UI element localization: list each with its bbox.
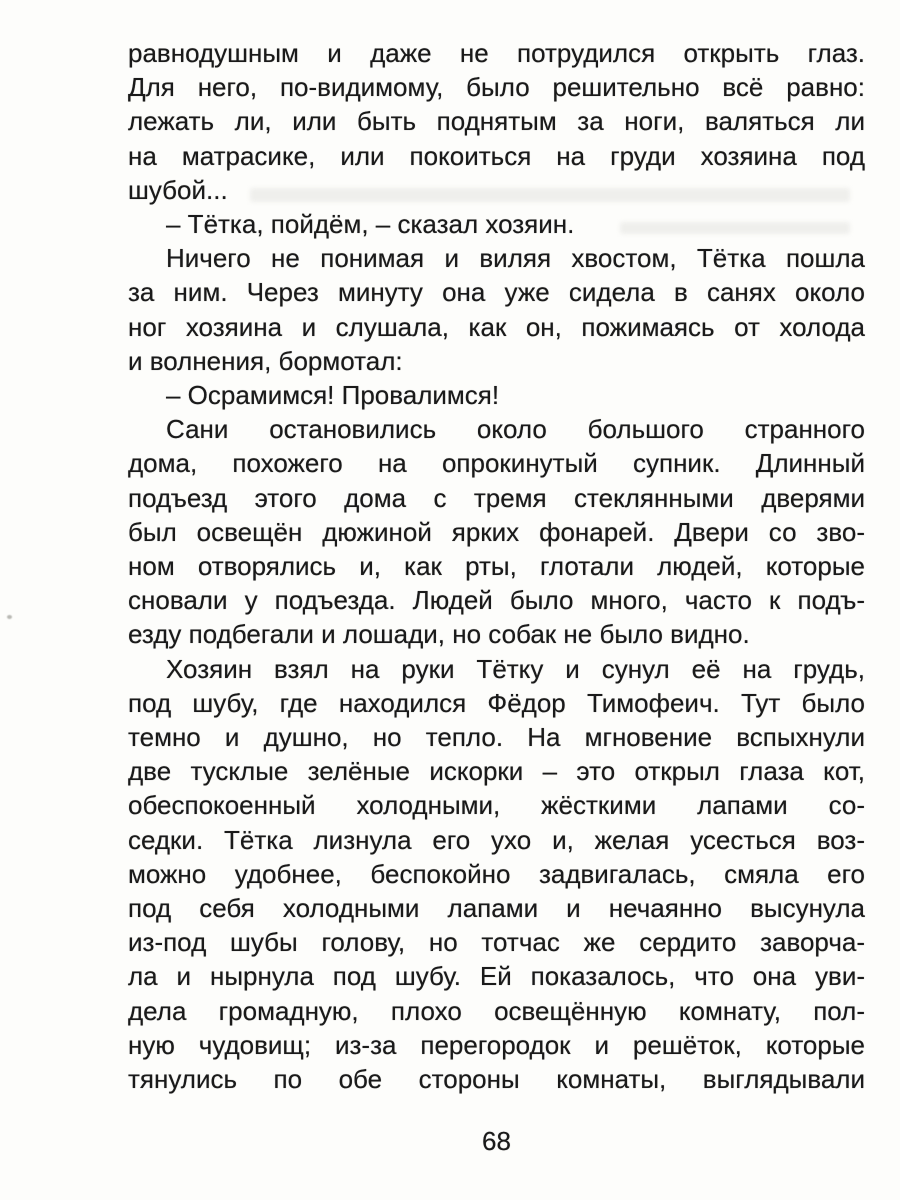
paragraph	[128, 36, 865, 207]
text-line: дела громадную, плохо освещённую комнату, пол-	[128, 995, 865, 1026]
text-line: сновали у подъезда. Людей было много, часто к подъ-	[128, 585, 865, 616]
page-text-block	[128, 36, 865, 1096]
scan-speck-artifact	[7, 615, 12, 619]
text-line: был освещён дюжиной ярких фонарей. Двери со зво-	[128, 516, 865, 547]
text-line: и волнения, бормотал:	[128, 345, 403, 376]
paragraph	[128, 241, 865, 378]
paragraph	[128, 378, 865, 412]
paragraph	[128, 652, 865, 1097]
text-line: ла и нырнула под шубу. Ей показалось, что она уви-	[128, 961, 865, 992]
text-line: езду подбегали и лошади, но собак не было видно.	[128, 619, 750, 650]
text-line: Ничего не понимая и виляя хвостом, Тётка пошла	[166, 243, 865, 274]
text-line: обеспокоенный холодными, жёсткими лапами со-	[128, 790, 865, 821]
text-line: на матрасике, или покоиться на груди хозяина под	[128, 140, 865, 171]
text-line: из-под шубы голову, но тотчас же сердито заворча-	[128, 927, 865, 958]
text-line: – Тётка, пойдём, – сказал хозяин.	[166, 209, 575, 240]
text-line: ног хозяина и слушала, как он, пожимаясь от холода	[128, 311, 865, 342]
text-line: лежать ли, или быть поднятым за ноги, валяться ли	[128, 106, 865, 137]
text-line: ном отворялись и, как рты, глотали людей, которые	[128, 551, 865, 582]
text-line: ную чудовищ; из-за перегородок и решёток, которые	[128, 1029, 865, 1060]
text-line: можно удобнее, беспокойно задвигалась, смяла его	[128, 858, 865, 889]
text-line: подъезд этого дома с тремя стеклянными дверями	[128, 482, 865, 513]
text-line: дома, похожего на опрокинутый супник. Длинный	[128, 448, 865, 479]
text-line: под шубу, где находился Фёдор Тимофеич. Тут было	[128, 687, 865, 718]
text-line: две тусклые зелёные искорки – это открыл глаза кот,	[128, 756, 865, 787]
paragraph	[128, 412, 865, 651]
text-line: Хозяин взял на руки Тётку и сунул её на грудь,	[166, 653, 865, 684]
text-line: седки. Тётка лизнула его ухо и, желая усесться воз-	[128, 824, 865, 855]
paragraph	[128, 207, 865, 241]
text-line: Для него, по-видимому, было решительно всё равно:	[128, 72, 865, 103]
text-line: Сани остановились около большого странного	[166, 414, 865, 445]
text-line: тянулись по обе стороны комнаты, выглядывали	[128, 1064, 865, 1095]
text-line: темно и душно, но тепло. На мгновение вспыхнули	[128, 722, 865, 753]
text-line: под себя холодными лапами и нечаянно высунула	[128, 893, 865, 924]
text-line: шубой...	[128, 174, 228, 205]
text-line: – Осрамимся! Провалимся!	[166, 380, 500, 411]
page-number: 68	[482, 1126, 511, 1156]
text-line: равнодушным и даже не потрудился открыть глаз.	[128, 38, 865, 68]
text-line: за ним. Через минуту она уже сидела в санях около	[128, 277, 865, 308]
